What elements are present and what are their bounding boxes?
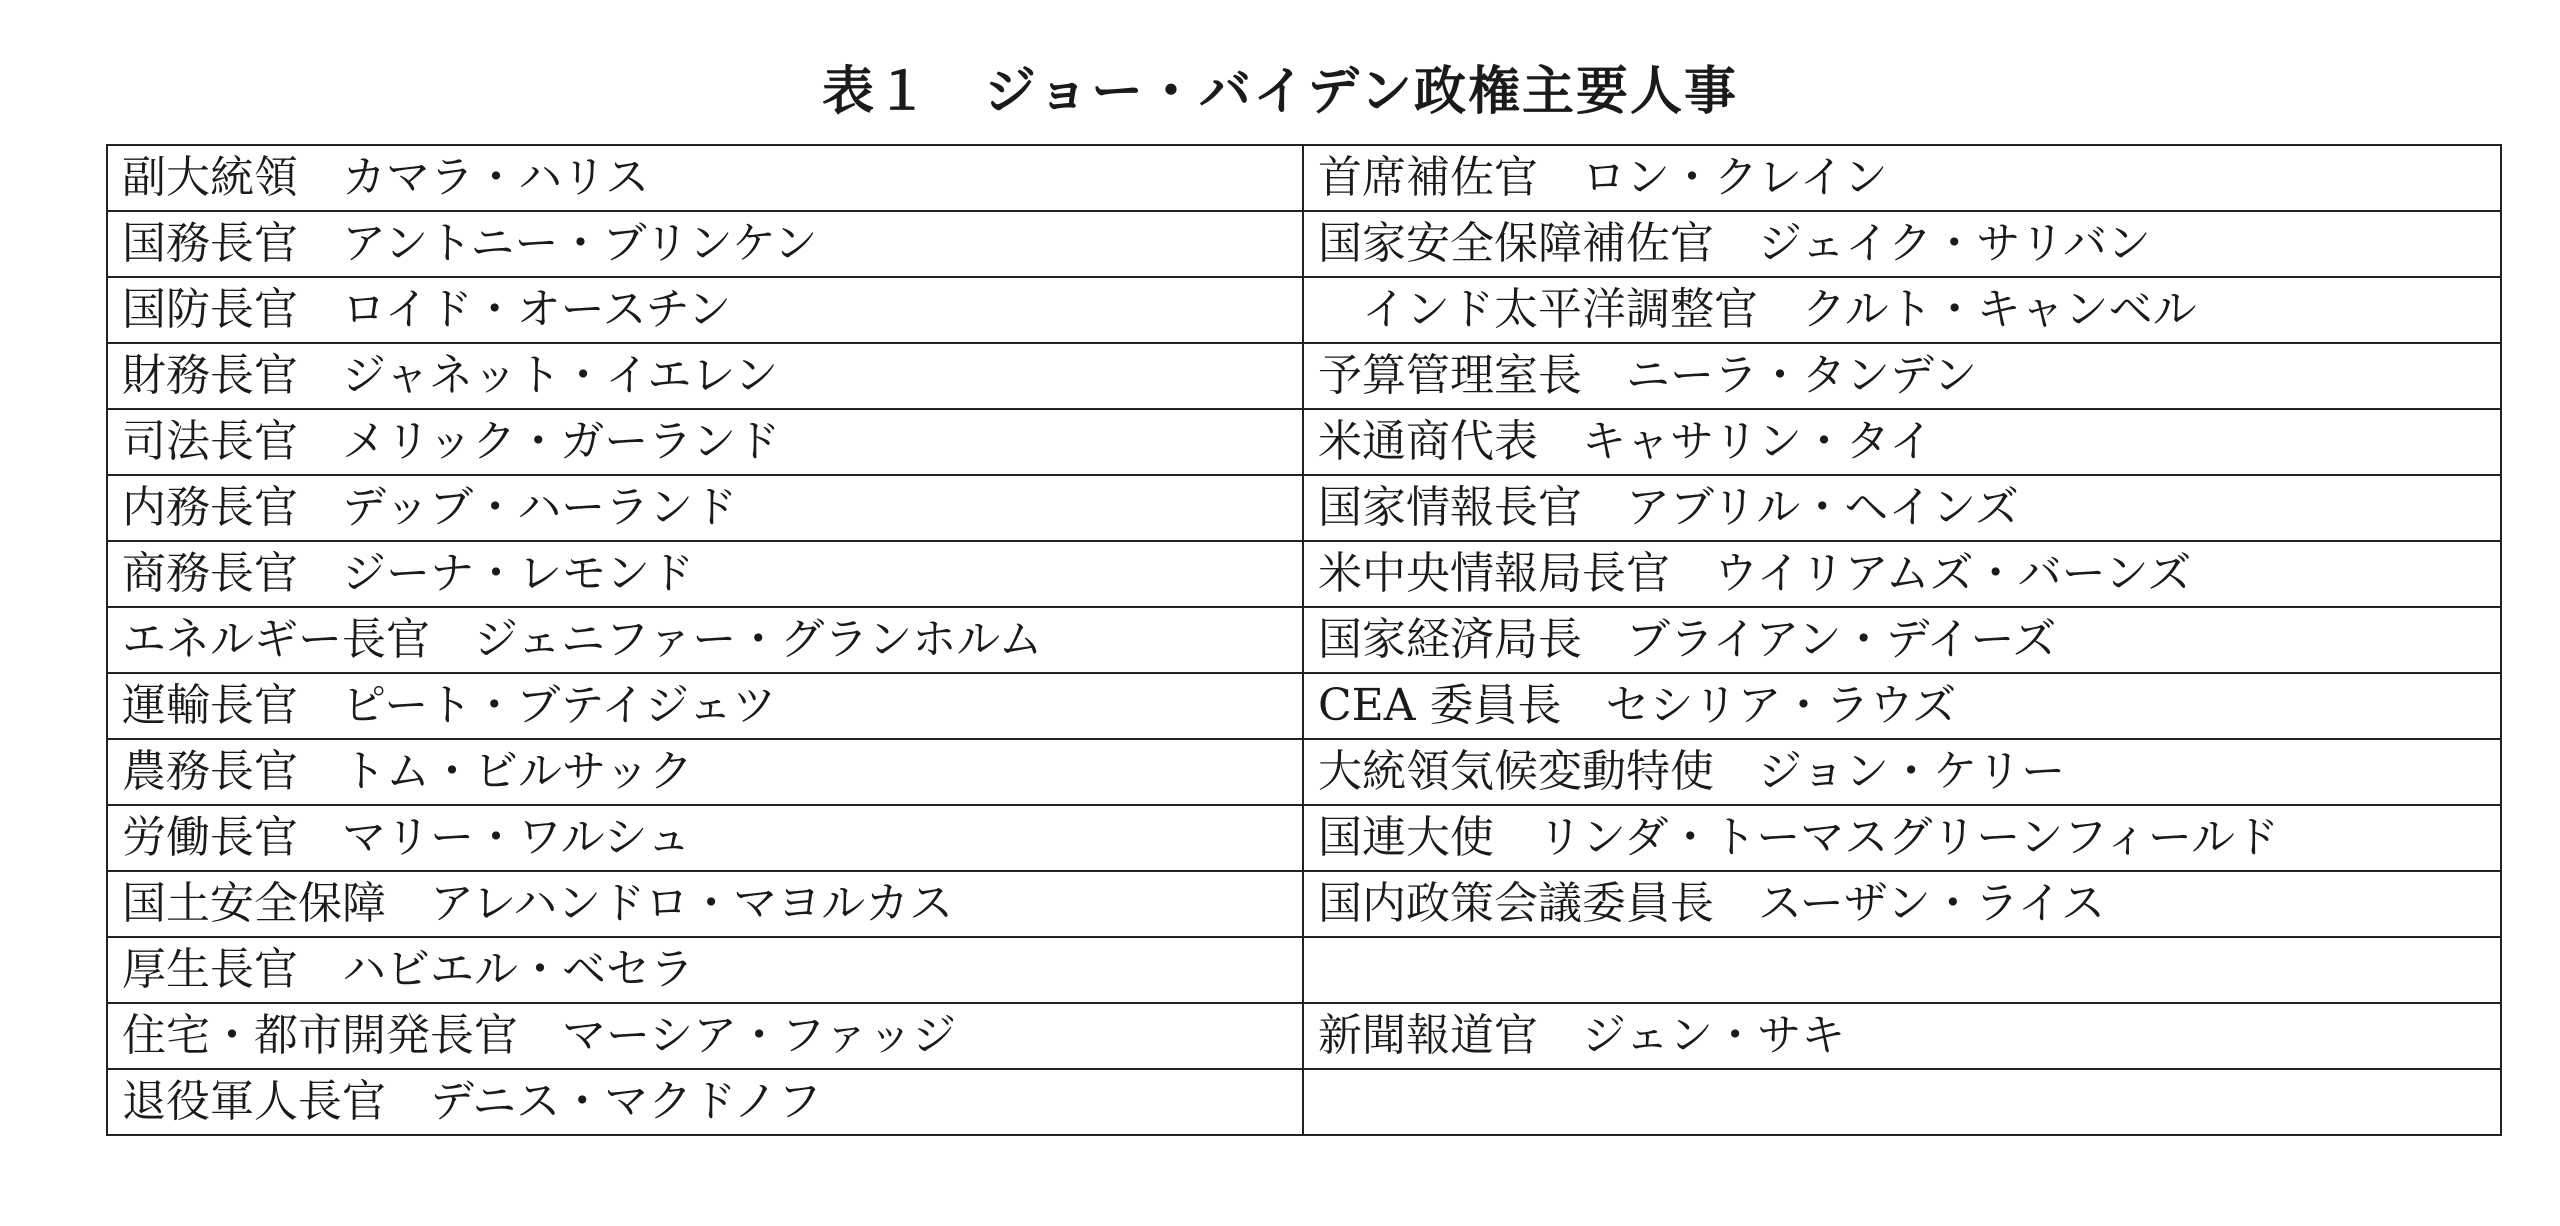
position-label: 国防長官 [122,284,298,335]
table-row [107,739,2501,805]
position-label: 米通商代表 [1318,416,1538,467]
position-label: 退役軍人長官 [122,1076,386,1127]
left-cell [107,1003,1303,1069]
position-label: エネルギー長官 [122,614,430,665]
person-name: ジェニファー・グランホルム [474,614,1043,665]
table-row [107,1003,2501,1069]
left-cell [107,541,1303,607]
person-name: アントニー・ブリンケン [342,218,818,269]
table-row [107,211,2501,277]
person-name: ブライアン・デイーズ [1626,614,2057,665]
person-name: マーシア・ファッジ [562,1010,957,1061]
table-row [107,805,2501,871]
position-label: 国家経済局長 [1318,614,1582,665]
right-cell [1303,871,2501,937]
left-cell [107,871,1303,937]
position-label: 新聞報道官 [1318,1010,1538,1061]
table-row [107,277,2501,343]
person-name: ハビエル・ベセラ [342,944,694,995]
person-name: トム・ビルサック [342,746,694,797]
right-cell [1303,1003,2501,1069]
person-name: ジェイク・サリバン [1758,218,2151,269]
empty-cell [1303,1069,2501,1135]
right-cell [1303,739,2501,805]
person-name: アブリル・ヘインズ [1626,482,2019,533]
left-cell [107,1069,1303,1135]
person-name: セシリア・ラウズ [1605,680,1957,731]
person-name: ニーラ・タンデン [1626,350,1978,401]
person-name: マリー・ワルシュ [342,812,691,863]
left-cell [107,673,1303,739]
position-label: 首席補佐官 [1318,152,1538,203]
right-cell [1303,673,2501,739]
left-cell [107,607,1303,673]
table-row [107,409,2501,475]
position-label: 米中央情報局長官 [1318,548,1670,599]
position-label: 内務長官 [122,482,298,533]
right-cell [1303,475,2501,541]
position-label: 国家安全保障補佐官 [1318,218,1714,269]
table-row [107,145,2501,211]
person-name: デッブ・ハーランド [342,482,738,533]
person-name: ジェン・サキ [1582,1010,1846,1061]
left-cell [107,739,1303,805]
person-name: ジーナ・レモンド [342,548,694,599]
table-row [107,607,2501,673]
left-cell [107,805,1303,871]
person-name: ロイド・オースチン [342,284,732,335]
person-name: アレハンドロ・マヨルカス [430,878,954,929]
table-row [107,343,2501,409]
table-row [107,673,2501,739]
position-label: インド太平洋調整官 [1362,284,1758,335]
position-label: 大統領気候変動特使 [1318,746,1714,797]
table-row [107,937,2501,1003]
left-cell [107,937,1303,1003]
left-cell [107,211,1303,277]
right-cell [1303,541,2501,607]
person-name: スーザン・ライス [1758,878,2106,929]
position-label: 厚生長官 [122,944,298,995]
left-cell [107,343,1303,409]
right-cell [1303,805,2501,871]
person-name: ジョン・ケリー [1758,746,2066,797]
position-label: 副大統領 [122,152,298,203]
empty-cell [1303,937,2501,1003]
position-label: 司法長官 [122,416,298,467]
person-name: ジャネット・イエレン [342,350,779,401]
left-cell [107,145,1303,211]
right-cell [1303,409,2501,475]
left-cell [107,409,1303,475]
personnel-table [106,144,2502,1136]
position-label: 運輸長官 [122,680,298,731]
person-name: キャサリン・タイ [1582,416,1934,467]
person-name: リンダ・トーマスグリーンフィールド [1538,812,2279,863]
position-label: 労働長官 [122,812,298,863]
position-label: 財務長官 [122,350,298,401]
right-cell [1303,211,2501,277]
position-label: 国家情報長官 [1318,482,1582,533]
person-name: メリック・ガーランド [342,416,781,467]
right-cell [1303,607,2501,673]
person-name: カマラ・ハリス [342,152,650,203]
person-name: デニス・マクドノフ [430,1076,822,1127]
table-row [107,541,2501,607]
position-label: 農務長官 [122,746,298,797]
left-cell [107,277,1303,343]
right-cell [1303,343,2501,409]
person-name: ロン・クレイン [1582,152,1888,203]
position-label: 予算管理室長 [1318,350,1582,401]
person-name: ウイリアムズ・バーンズ [1714,548,2192,599]
table-title: 表１ ジョー・バイデン政権主要人事 [822,62,1738,122]
position-label: 国内政策会議委員長 [1318,878,1714,929]
left-cell [107,475,1303,541]
position-label: CEA 委員長 [1318,680,1562,731]
position-label: 商務長官 [122,548,298,599]
right-cell [1303,145,2501,211]
position-label: 国連大使 [1318,812,1494,863]
position-label: 国務長官 [122,218,298,269]
position-label: 国土安全保障 [122,878,386,929]
table-row [107,1069,2501,1135]
person-name: クルト・キャンベル [1802,284,2197,335]
right-cell [1303,277,2501,343]
table-row [107,871,2501,937]
person-name: ピート・ブテイジェツ [342,680,777,731]
table-row [107,475,2501,541]
position-label: 住宅・都市開発長官 [122,1010,518,1061]
